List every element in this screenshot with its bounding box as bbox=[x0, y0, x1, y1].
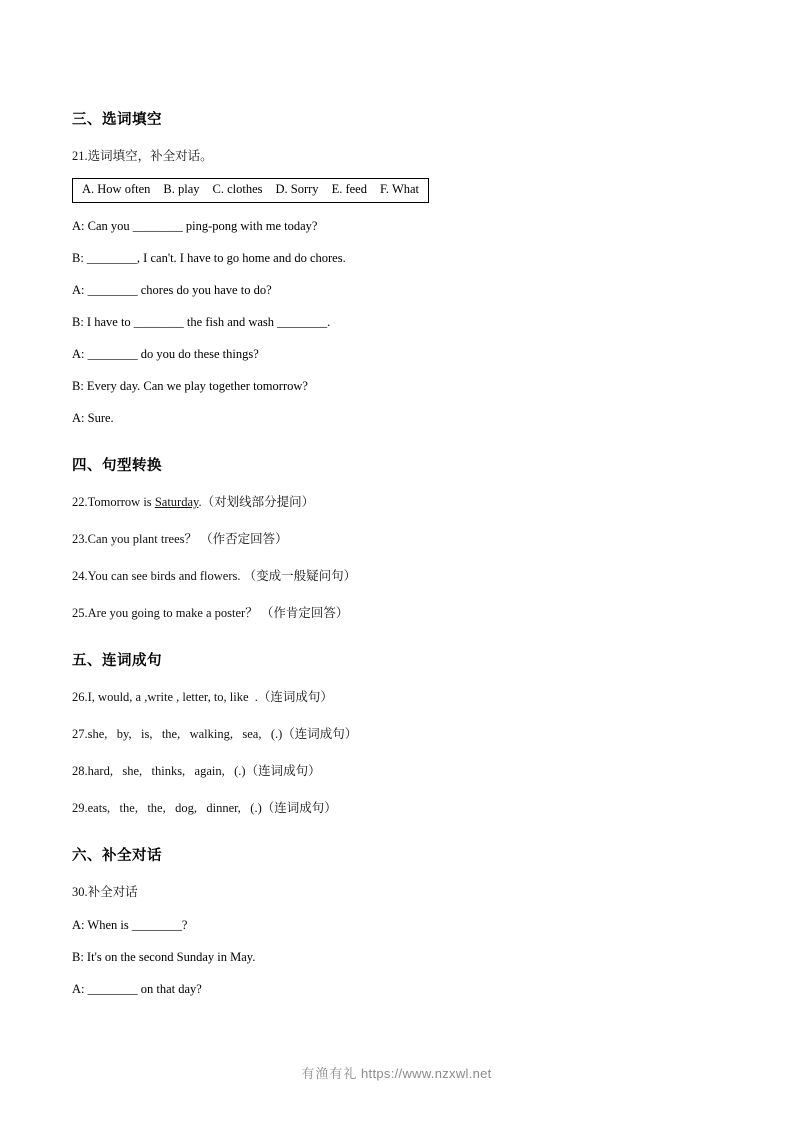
dialog-line: A: ________ chores do you have to do? bbox=[72, 282, 272, 297]
question-28: 28.hard, she, thinks, again, (.)（连词成句） bbox=[72, 763, 321, 778]
dialog-line: B: It's on the second Sunday in May. bbox=[72, 950, 256, 965]
section-five-heading: 五、连词成句 bbox=[72, 653, 162, 670]
question-22-underline: Saturday bbox=[154, 495, 199, 510]
question-22-pre: 22.Tomorrow is bbox=[72, 495, 155, 510]
question-27: 27.she, by, is, the, walking, sea, (.)（连词成句） bbox=[72, 727, 358, 742]
question-29: 29.eats, the, the, dog, dinner, (.)（连词成句） bbox=[72, 800, 337, 815]
question-30-prompt: 30.补全对话 bbox=[72, 885, 138, 900]
section-six bbox=[72, 817, 721, 998]
dialog-line: A: ________ do you do these things? bbox=[72, 347, 259, 361]
dialog-line: A: Can you ________ ping-pong with me today? bbox=[72, 218, 318, 233]
question-23: 23.Can you plant trees？ （作否定回答） bbox=[72, 532, 288, 547]
dialog-line: B: I have to ________ the fish and wash ________. bbox=[72, 314, 331, 329]
question-25: 25.Are you going to make a poster？ （作肯定回答） bbox=[72, 605, 349, 620]
dialog-line: B: Every day. Can we play together tomorrow? bbox=[72, 379, 308, 394]
dialog-line: A: Sure. bbox=[72, 411, 114, 426]
word-bank-option-a: A. How often bbox=[82, 181, 151, 196]
dialog-line: A: When is ________? bbox=[72, 918, 188, 933]
section-four-heading: 四、句型转换 bbox=[72, 458, 162, 475]
word-bank-option-f: F. What bbox=[379, 181, 420, 196]
question-22 bbox=[72, 493, 721, 512]
section-five bbox=[72, 622, 721, 817]
word-bank-box bbox=[72, 178, 429, 203]
question-21-prompt: 21.选词填空，补全对话。 bbox=[72, 149, 213, 163]
dialog-line: B: ________, I can't. I have to go home and do chores. bbox=[72, 250, 346, 265]
section-three-heading: 三、选词填空 bbox=[72, 112, 162, 128]
word-bank-option-b: B. play bbox=[163, 181, 200, 196]
word-bank-option-c: C. clothes bbox=[212, 181, 263, 196]
section-three bbox=[72, 96, 721, 427]
footer-url: https://www.nzxwl.net bbox=[361, 1066, 492, 1081]
dialog-line: A: ________ on that day? bbox=[72, 982, 202, 997]
footer-site-name: 有渔有礼 bbox=[301, 1066, 358, 1081]
word-bank-option-d: D. Sorry bbox=[275, 181, 319, 196]
question-24: 24.You can see birds and flowers. （变成一般疑问句） bbox=[72, 568, 357, 583]
question-22-post: .（对划线部分提问） bbox=[198, 495, 315, 510]
word-bank-option-e: E. feed bbox=[331, 181, 367, 196]
section-four bbox=[72, 427, 721, 622]
section-six-heading: 六、补全对话 bbox=[72, 848, 162, 865]
page-footer bbox=[0, 1063, 793, 1082]
question-26: 26.I, would, a ,write , letter, to, like .（连词成句） bbox=[72, 690, 333, 705]
